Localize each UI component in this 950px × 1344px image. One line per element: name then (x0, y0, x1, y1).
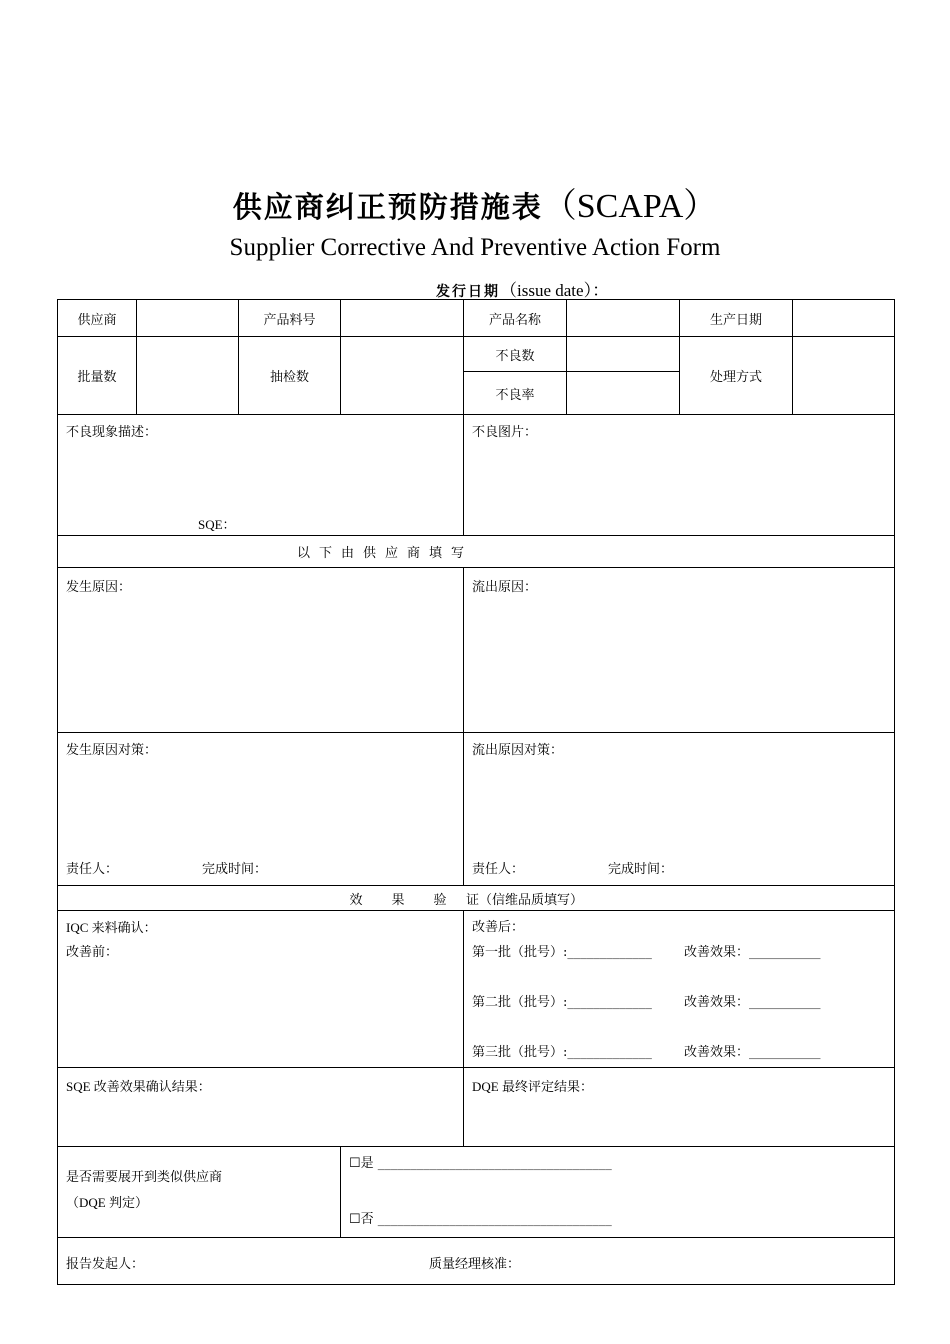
verify-content-row (58, 911, 895, 1068)
batch-qty-label: 批量数 (58, 337, 137, 415)
occur-complete-time-label: 完成时间： (202, 862, 268, 877)
title-abbr: （SCAPA） (542, 188, 718, 225)
batch-1-effect: 改善效果：___________ (684, 945, 821, 960)
escape-cause-label: 流出原因： (472, 580, 538, 595)
extend-question: 是否需要展开到类似供应商 (66, 1170, 223, 1185)
no-checkbox[interactable]: ☐否 ____________________________________ (349, 1212, 612, 1227)
iqc-confirm-label: IQC 来料确认： (66, 920, 157, 935)
escape-cause-cell[interactable] (464, 568, 895, 733)
production-date-field[interactable] (793, 300, 895, 337)
sign-row (58, 1238, 895, 1285)
issue-date (436, 276, 609, 301)
dqe-result-label: DQE 最终评定结果： (472, 1079, 593, 1094)
escape-action-label: 流出原因对策： (472, 743, 564, 758)
extend-row (58, 1147, 895, 1238)
sample-qty-field[interactable] (341, 337, 464, 415)
product-name-label: 产品名称 (464, 300, 567, 337)
supplier-label: 供应商 (58, 300, 137, 337)
result-row (58, 1068, 895, 1147)
qm-approve-label: 质量经理核准： (429, 1257, 521, 1272)
iqc-cell[interactable] (58, 911, 464, 1068)
batch-2 (472, 990, 886, 1014)
occur-action-cell[interactable] (58, 733, 464, 886)
supplier-field[interactable] (137, 300, 239, 337)
sqe-result-cell[interactable] (58, 1068, 464, 1147)
page-title (0, 178, 950, 227)
batch-3-effect: 改善效果：___________ (684, 1045, 821, 1060)
yes-checkbox[interactable]: ☐是 ____________________________________ (349, 1156, 612, 1171)
defect-desc-cell[interactable] (58, 415, 464, 536)
sample-qty-label: 抽检数 (239, 337, 341, 415)
batch-1 (472, 940, 886, 964)
occur-responsible-label: 责任人： (66, 862, 119, 877)
sqe-label: SQE： (198, 517, 236, 532)
escape-complete-time-label: 完成时间： (608, 862, 674, 877)
defect-desc-label: 不良现象描述： (66, 425, 158, 440)
issue-date-en: （issue date）： (500, 281, 610, 300)
batch-1-label: 第一批（批号）:_____________ (472, 945, 652, 960)
after-label: 改善后： (472, 920, 525, 935)
defect-pic-label: 不良图片： (472, 425, 538, 440)
disposition-label: 处理方式 (680, 337, 793, 415)
batch-2-effect: 改善效果：___________ (684, 995, 821, 1010)
defect-rate-field[interactable] (567, 372, 680, 415)
extend-question-cell (58, 1147, 341, 1238)
batch-2-label: 第二批（批号）:_____________ (472, 995, 652, 1010)
after-cell[interactable] (464, 911, 895, 1068)
defect-qty-field[interactable] (567, 337, 680, 372)
supplier-fill-row (58, 536, 895, 568)
sign-cell[interactable] (58, 1238, 895, 1285)
title-cn-text: 供应商纠正预防措施表 (232, 190, 543, 224)
defect-row (58, 415, 895, 536)
supplier-fill-cell (58, 536, 895, 568)
reporter-label: 报告发起人： (66, 1257, 145, 1272)
supplier-fill-label: 以下由供应商填写 (297, 546, 474, 561)
extend-answer-cell (341, 1147, 895, 1238)
scapa-form-table (57, 299, 895, 1285)
issue-date-label: 发行日期 (436, 284, 500, 300)
occur-cause-label: 发生原因： (66, 580, 132, 595)
header-row-1 (58, 300, 895, 337)
product-name-field[interactable] (567, 300, 680, 337)
header-row-2 (58, 337, 895, 372)
batch-qty-field[interactable] (137, 337, 239, 415)
batch-3 (472, 1040, 886, 1064)
escape-action-cell[interactable] (464, 733, 895, 886)
action-row (58, 733, 895, 886)
before-label: 改善前： (66, 945, 119, 960)
extend-dqe-note: （DQE 判定） (66, 1195, 148, 1210)
defect-rate-label: 不良率 (464, 372, 567, 415)
dqe-result-cell[interactable] (464, 1068, 895, 1147)
sqe-result-label: SQE 改善效果确认结果： (66, 1079, 211, 1094)
verify-row (58, 886, 895, 911)
batch-3-label: 第三批（批号）:_____________ (472, 1045, 652, 1060)
occur-cause-cell[interactable] (58, 568, 464, 733)
verify-heading: 效 果 验 证（信维品质填写） (349, 892, 584, 908)
page-subtitle: Supplier Corrective And Preventive Action Form (229, 234, 721, 261)
cause-row (58, 568, 895, 733)
verify-cell (58, 886, 895, 911)
disposition-field[interactable] (793, 337, 895, 415)
defect-pic-cell[interactable] (464, 415, 895, 536)
occur-action-label: 发生原因对策： (66, 743, 158, 758)
escape-responsible-label: 责任人： (472, 862, 525, 877)
part-no-field[interactable] (341, 300, 464, 337)
production-date-label: 生产日期 (680, 300, 793, 337)
defect-qty-label: 不良数 (464, 337, 567, 372)
part-no-label: 产品料号 (239, 300, 341, 337)
